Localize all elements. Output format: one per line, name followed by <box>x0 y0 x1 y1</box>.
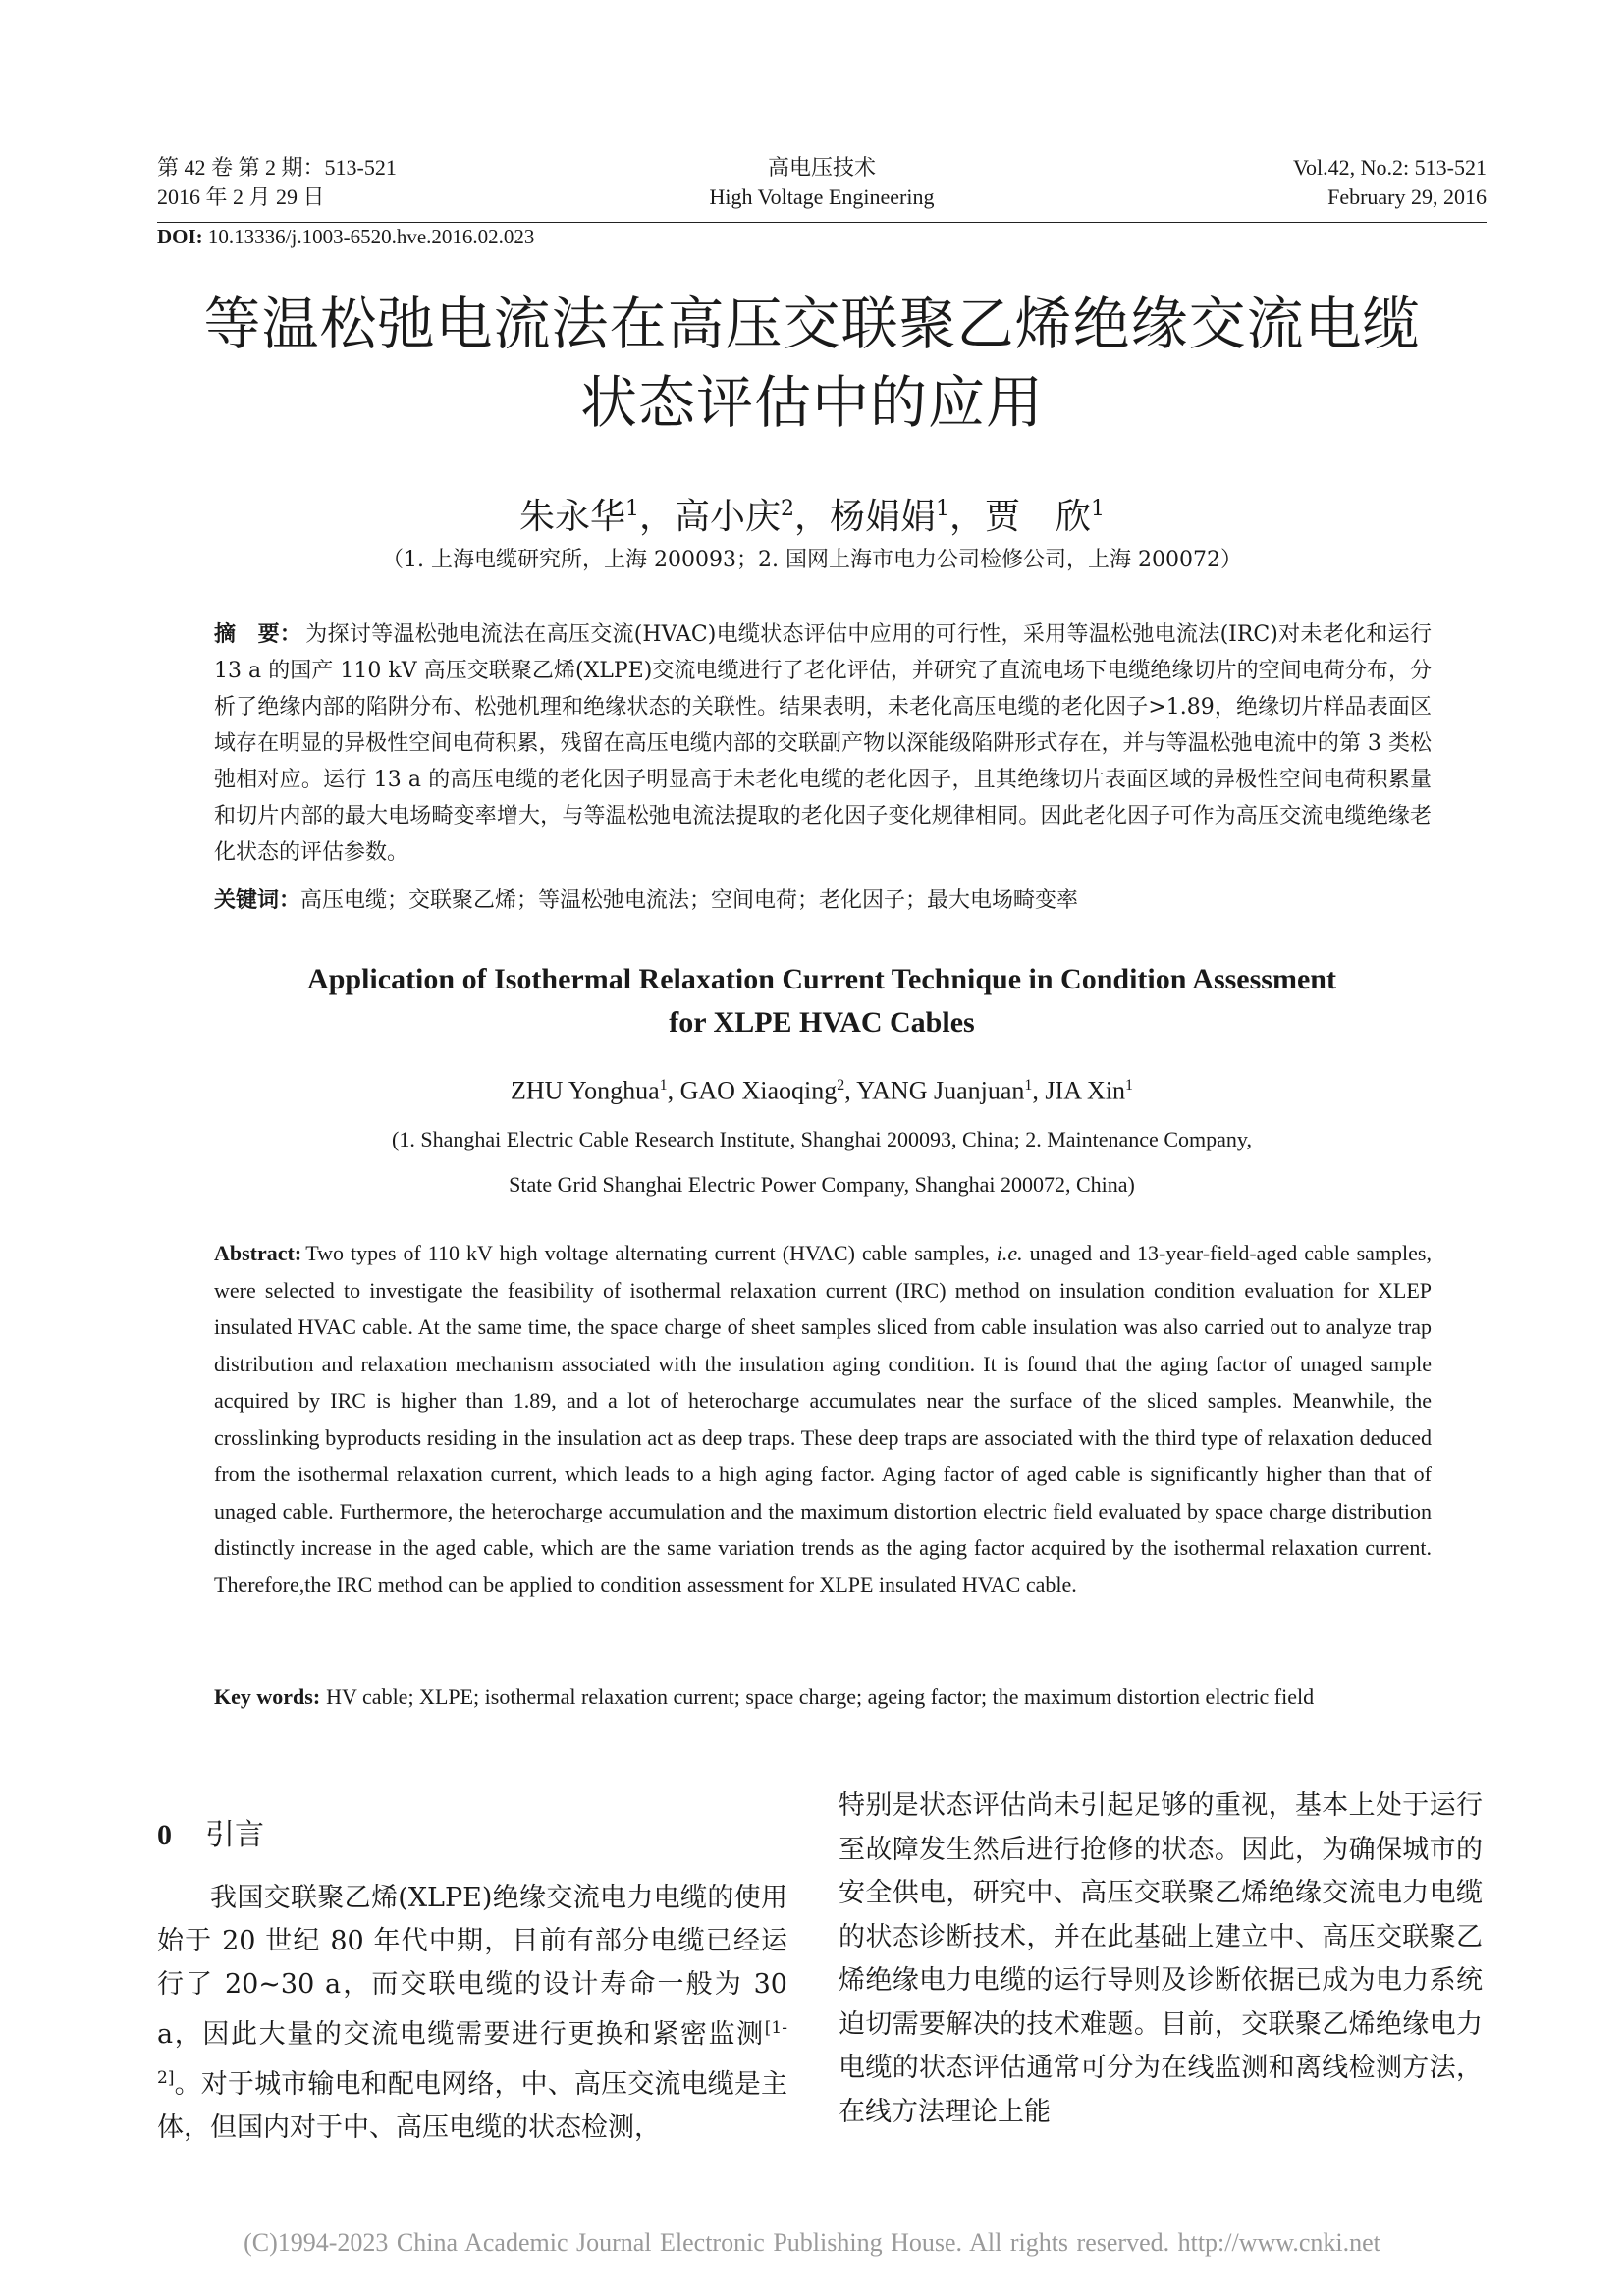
header-date-cn: 2016 年 2 月 29 日 <box>157 185 325 209</box>
author-affiliation-mark: 2 <box>780 497 794 521</box>
authors-cn <box>137 487 1487 540</box>
section-heading <box>157 1816 264 1855</box>
title-cn-line1: 等温松弛电流法在高压交联聚乙烯绝缘交流电缆 <box>203 291 1421 357</box>
author-en: ZHU Yonghua <box>510 1076 660 1105</box>
keywords-cn-label: 关键词： <box>214 888 301 913</box>
doi-value: 10.13336/j.1003-6520.hve.2016.02.023 <box>202 225 535 248</box>
author-affiliation-mark: 1 <box>1024 1077 1033 1094</box>
author-affiliation-mark: 1 <box>936 497 950 521</box>
section-title: 引言 <box>205 1818 264 1852</box>
paper-title-cn <box>137 285 1487 442</box>
abstract-cn <box>214 616 1432 871</box>
abstract-en <box>214 1235 1432 1603</box>
header-date-en: February 29, 2016 <box>1327 185 1487 209</box>
abstract-cn-text: 为探讨等温松弛电流法在高压交流(HVAC)电缆状态评估中应用的可行性，采用等温松弛电流法(IRC)对未老化和运行 13 a 的国产 110 kV 高压交联聚乙烯(XLPE)交流电缆进行了老化评估，并研究了直流电场下电缆绝缘切片的空间电荷分布，分析了绝缘内部的陷阱分布、松弛机理和绝缘状态的关联性。结果表明，未老化高压电缆的老化因子>1.89，绝缘切片样品表面区域存在明显的异极性空间电荷积累，残留在高压电缆内部的交联副产物以深能级陷阱形式存在，并与等温松弛电流中的第 3 类松弛相对应。运行 13 a 的高压电缆的老化因子明显高于未老化电缆的老化因子，且其绝缘切片表面区域的异极性空间电荷积累量和切片内部的最大电场畸变率增大，与等温松弛电流法提取的老化因子变化规律相同。因此老化因子可作为高压交流电缆绝缘老化状态的评估参数。 <box>214 622 1432 865</box>
keywords-cn-text: 高压电缆；交联聚乙烯；等温松弛电流法；空间电荷；老化因子；最大电场畸变率 <box>300 888 1079 913</box>
author-separator: , <box>667 1076 680 1105</box>
abstract-en-text-cont: unaged and 13-year-field-aged cable samples, were selected to investigate the feasibility of isothermal relaxation current (IRC) method on insulation condition evaluation for XLEP insulated HVAC cable. At the same time, the space charge of sheet samples sliced from cable insulation was also carried out to analyze trap distribution and relaxation mechanism associated with the insulation aging condition. It is found that the aging factor of unaged sample acquired by IRC is higher than 1.89, and a lot of heterocharge accumulates near the surface of the sliced samples. Meanwhile, the crosslinking byproducts residing in the insulation act as deep traps. These deep traps are associated with the third type of relaxation deduced from the isothermal relaxation current, which leads to a high aging factor. Aging factor of aged cable is significantly higher than that of unaged cable. Furthermore, the heterocharge accumulation and the maximum distortion electric field evaluated by space charge distribution distinctly increase in the aged cable, which are the same variation trends as the aging factor acquired by the isothermal relaxation current. Therefore,the IRC method can be applied to condition assessment for XLPE insulated HVAC cable. <box>214 1241 1432 1597</box>
section-number: 0 <box>157 1819 172 1851</box>
journal-name-cn: 高电压技术 <box>767 155 876 180</box>
authors-en <box>157 1068 1487 1109</box>
body-column-left <box>157 1877 787 2150</box>
doi-label: DOI: <box>157 225 203 248</box>
doi-line <box>157 222 534 251</box>
author-separator: , <box>1032 1076 1046 1105</box>
abstract-en-label: Abstract: <box>214 1241 302 1265</box>
author-affiliation-mark: 1 <box>659 1077 668 1094</box>
header-volume-en: Vol.42, No.2: 513-521 <box>1293 155 1487 180</box>
citation-ref: [1-2] <box>157 2018 787 2088</box>
author-cn: 杨娟娟 <box>830 497 937 537</box>
affiliation-en <box>157 1117 1487 1207</box>
author-cn: 贾 欣 <box>985 497 1092 537</box>
author-affiliation-mark: 2 <box>837 1077 845 1094</box>
author-separator: ， <box>949 497 986 537</box>
author-en: GAO Xiaoqing <box>679 1076 838 1105</box>
author-affiliation-mark: 1 <box>1091 497 1106 521</box>
paper-title-en <box>157 958 1487 1044</box>
affiliation-cn: （1. 上海电缆研究所，上海 200093；2. 国网上海市电力公司检修公司，上海 200072） <box>382 548 1242 572</box>
author-en: YANG Juanjuan <box>856 1076 1025 1105</box>
abstract-cn-label: 摘 要： <box>214 622 302 647</box>
body-column-right: 特别是状态评估尚未引起足够的重视，基本上处于运行至故障发生然后进行抢修的状态。因此，为确保城市的安全供电，研究中、高压交联聚乙烯绝缘交流电力电缆的状态诊断技术，并在此基础上建立中、高压交联聚乙烯绝缘电力电缆的运行导则及诊断依据已成为电力系统迫切需要解决的技术难题。目前，交联聚乙烯绝缘电力电缆的状态评估通常可分为在线监测和离线检测方法，在线方法理论上能 <box>839 1790 1483 2127</box>
body-left-text-cont: 。对于城市输电和配电网络，中、高压交流电缆是主体，但国内对于中、高压电缆的状态检测， <box>157 2069 787 2143</box>
author-cn: 高小庆 <box>674 497 781 537</box>
title-en-line1: Application of Isothermal Relaxation Current Technique in Condition Assessment <box>307 963 1336 995</box>
author-separator: ， <box>793 497 830 537</box>
author-separator: , <box>844 1076 857 1105</box>
author-en: JIA Xin <box>1045 1076 1126 1105</box>
affiliation-en-line1: (1. Shanghai Electric Cable Research Institute, Shanghai 200093, China; 2. Maintenance Company, <box>392 1127 1252 1151</box>
author-separator: ， <box>638 497 675 537</box>
header-volume-issue: 第 42 卷 第 2 期：513-521 <box>157 155 397 180</box>
journal-name-en: High Voltage Engineering <box>709 185 935 209</box>
keywords-en-text: HV cable; XLPE; isothermal relaxation current; space charge; ageing factor; the maximum distortion electric field <box>326 1684 1315 1709</box>
body-left-text: 我国交联聚乙烯(XLPE)绝缘交流电力电缆的使用始于 20 世纪 80 年代中期，目前有部分电缆已经运行了 20~30 a，而交联电缆的设计寿命一般为 30 a，因此大量的交流电缆需要进行更换和紧密监测 <box>157 1883 787 2050</box>
title-en-line2: for XLPE HVAC Cables <box>669 1006 975 1039</box>
affiliation-en-line2: State Grid Shanghai Electric Power Company, Shanghai 200072, China) <box>509 1172 1135 1197</box>
keywords-en-label: Key words: <box>214 1684 321 1709</box>
header-center <box>157 153 1487 212</box>
header-right <box>1293 153 1487 212</box>
copyright-footer: (C)1994-2023 China Academic Journal Electronic Publishing House. All rights reserved. http://www.cnki.net <box>244 2228 1380 2257</box>
author-affiliation-mark: 1 <box>1125 1077 1134 1094</box>
author-cn: 朱永华 <box>518 497 625 537</box>
running-header <box>157 153 1487 222</box>
keywords-cn <box>214 885 1432 917</box>
keywords-en <box>214 1679 1432 1716</box>
author-affiliation-mark: 1 <box>624 497 639 521</box>
abstract-en-text: Two types of 110 kV high voltage alternating current (HVAC) cable samples, <box>305 1241 997 1265</box>
abstract-en-ie: i.e. <box>996 1241 1023 1265</box>
title-cn-line2: 状态评估中的应用 <box>579 369 1044 436</box>
